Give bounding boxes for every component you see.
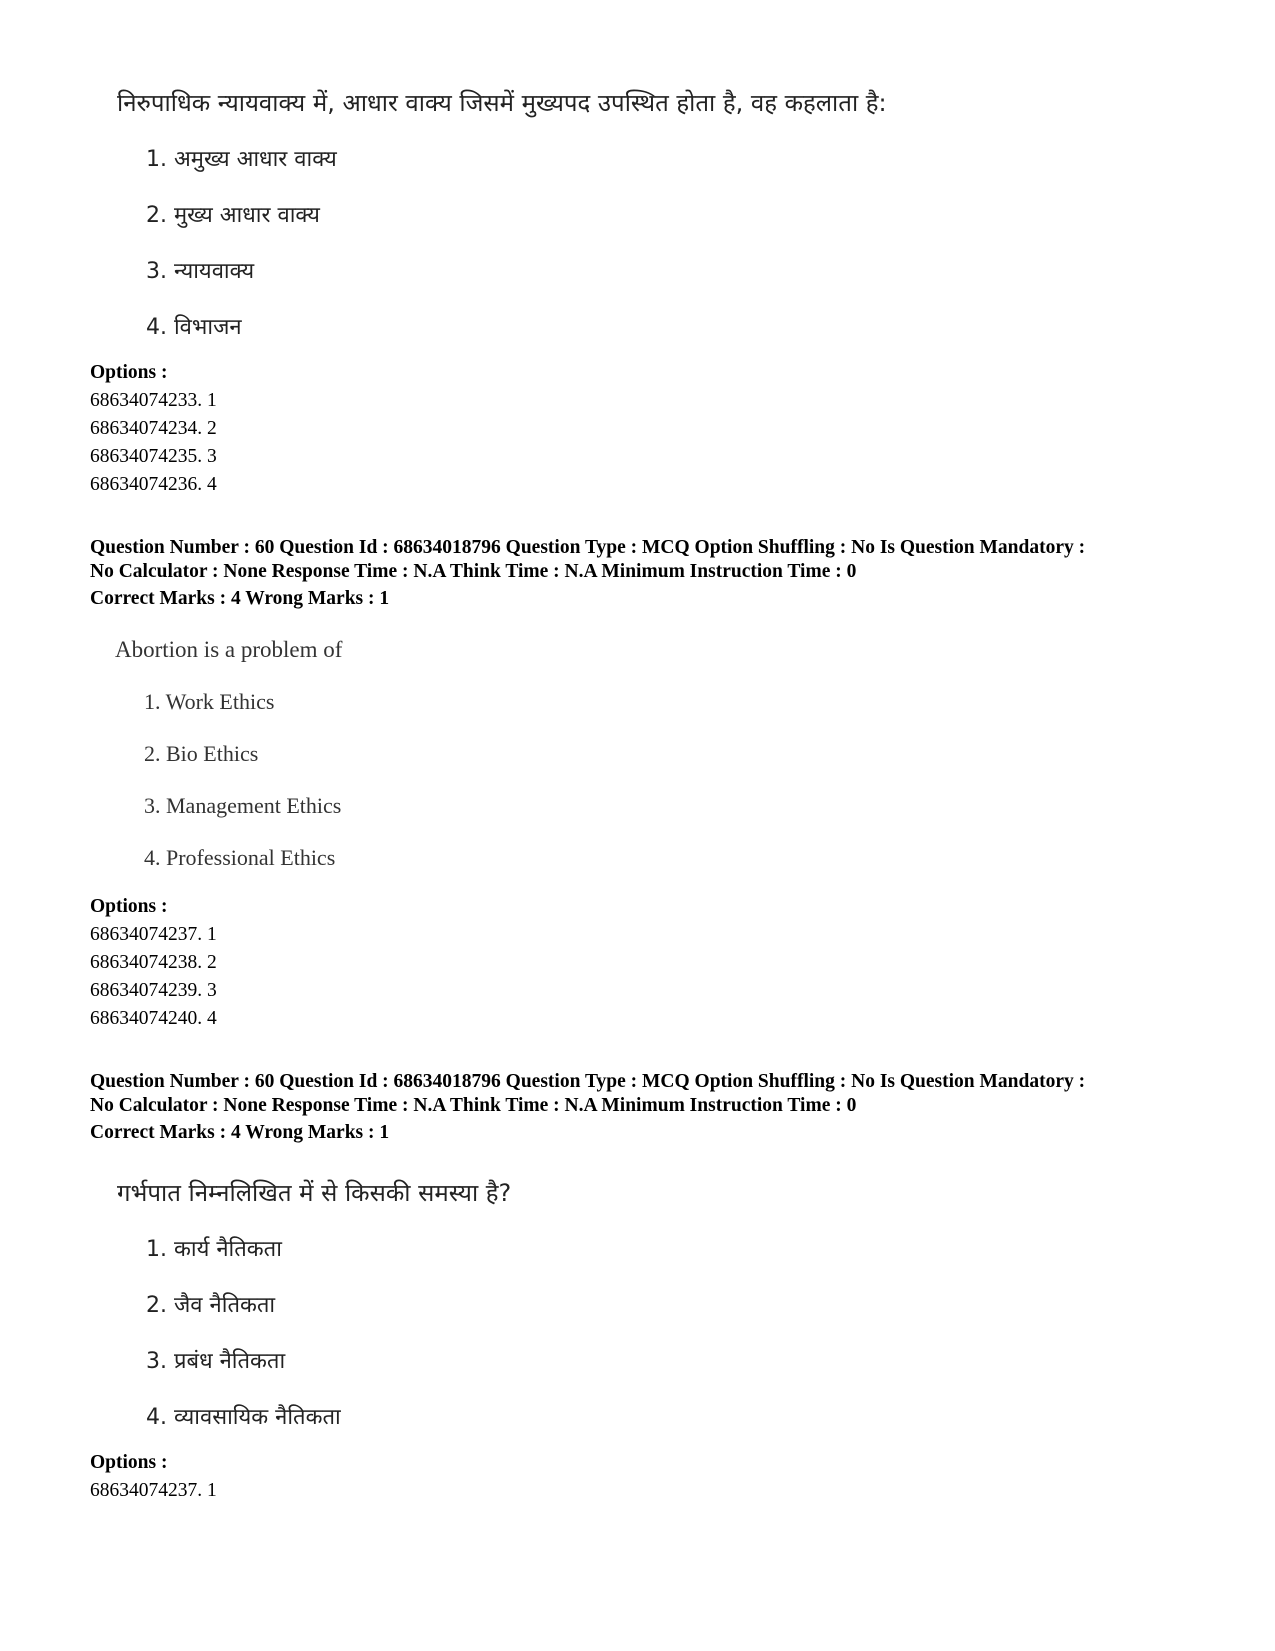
- option-line: 68634074240. 4: [90, 1008, 217, 1029]
- choice-4: 4. विभाजन: [146, 315, 242, 340]
- question-text-hindi-2: गर्भपात निम्नलिखित में से किसकी समस्या है?: [117, 1179, 512, 1207]
- choice-3: 3. न्यायवाक्य: [146, 259, 255, 284]
- choice-4: 4. Professional Ethics: [144, 845, 336, 870]
- question-meta: [90, 1070, 1200, 1118]
- option-line: 68634074239. 3: [90, 980, 217, 1001]
- option-line: 68634074237. 1: [90, 1480, 217, 1501]
- choice-3: 3. Management Ethics: [144, 793, 342, 818]
- marks-line: Correct Marks : 4 Wrong Marks : 1: [90, 588, 390, 609]
- option-line: 68634074234. 2: [90, 418, 217, 439]
- choice-2: 2. जैव नैतिकता: [146, 1293, 276, 1318]
- question-meta-line-1: Question Number : 60 Question Id : 68634018796 Question Type : MCQ Option Shuffling : No Is Question Mandatory :: [90, 537, 1086, 558]
- choice-3: 3. प्रबंध नैतिकता: [146, 1349, 286, 1374]
- options-label: Options :: [90, 1452, 168, 1473]
- option-line: 68634074233. 1: [90, 390, 217, 411]
- choice-1: 1. Work Ethics: [144, 689, 275, 714]
- question-text-english: Abortion is a problem of: [115, 637, 343, 662]
- option-line: 68634074235. 3: [90, 446, 217, 467]
- question-meta: [90, 536, 1200, 584]
- options-label: Options :: [90, 896, 168, 917]
- question-meta-line-1: Question Number : 60 Question Id : 68634018796 Question Type : MCQ Option Shuffling : No Is Question Mandatory :: [90, 1071, 1086, 1092]
- option-line: 68634074237. 1: [90, 924, 217, 945]
- option-line: 68634074238. 2: [90, 952, 217, 973]
- choice-1: 1. कार्य नैतिकता: [146, 1237, 282, 1262]
- options-label: Options :: [90, 362, 168, 383]
- question-meta-line-2: No Calculator : None Response Time : N.A Think Time : N.A Minimum Instruction Time : 0: [90, 1095, 857, 1116]
- marks-line: Correct Marks : 4 Wrong Marks : 1: [90, 1122, 390, 1143]
- choice-2: 2. मुख्य आधार वाक्य: [146, 203, 320, 228]
- choice-1: 1. अमुख्य आधार वाक्य: [146, 147, 337, 172]
- question-text-hindi-1: निरुपाधिक न्यायवाक्य में, आधार वाक्य जिसमें मुख्यपद उपस्थित होता है, वह कहलाता है:: [117, 89, 887, 117]
- question-meta-line-2: No Calculator : None Response Time : N.A Think Time : N.A Minimum Instruction Time : 0: [90, 561, 857, 582]
- choice-2: 2. Bio Ethics: [144, 741, 259, 766]
- option-line: 68634074236. 4: [90, 474, 217, 495]
- choice-4: 4. व्यावसायिक नैतिकता: [146, 1405, 341, 1430]
